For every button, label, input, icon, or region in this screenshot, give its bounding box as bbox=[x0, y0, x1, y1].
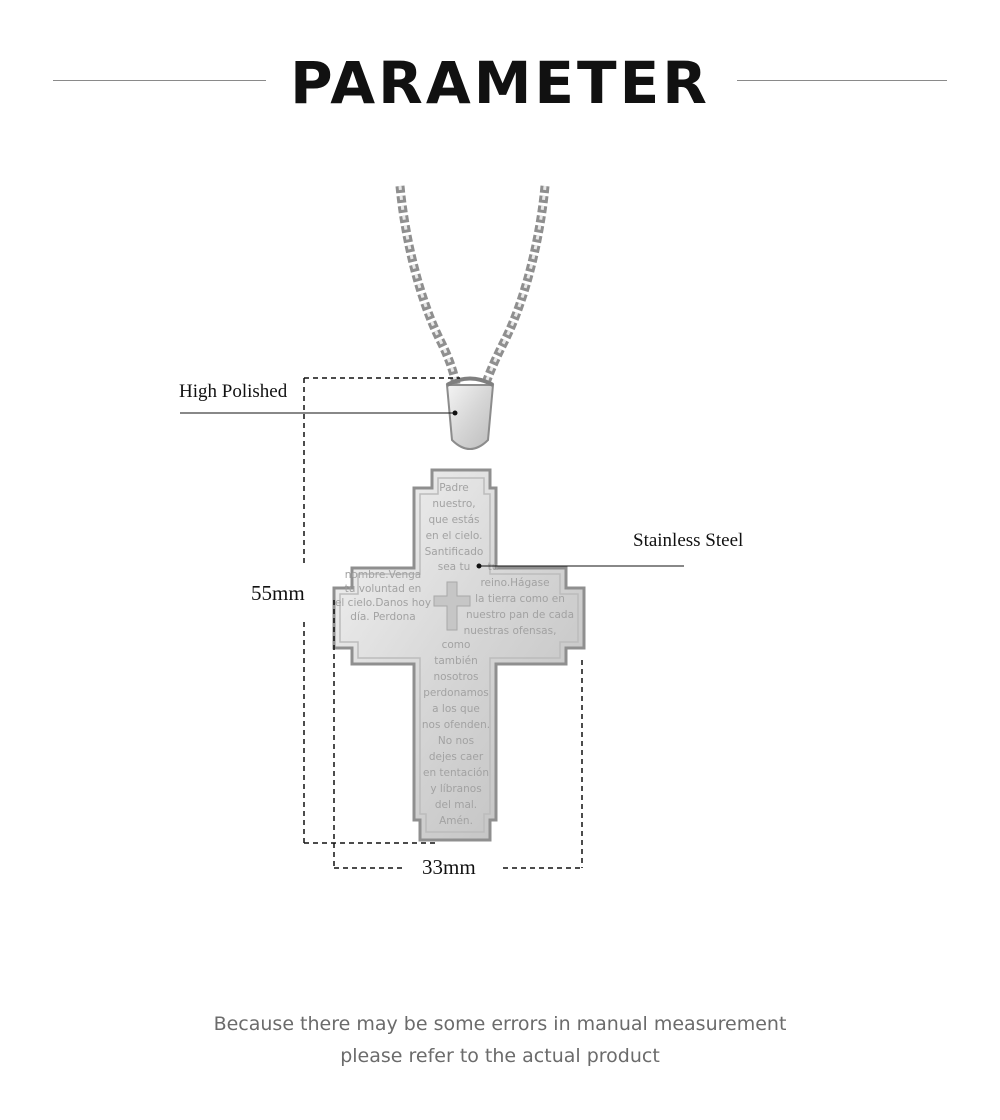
engraving-line: en tentación bbox=[422, 767, 490, 779]
engraving-line: la tierra como en bbox=[475, 593, 565, 605]
engraving-line: No nos bbox=[437, 735, 475, 747]
engraving-line: y líbranos bbox=[430, 783, 482, 795]
disclaimer-line-1: Because there may be some errors in manual measurement bbox=[213, 1013, 787, 1035]
bail bbox=[447, 385, 493, 449]
engraving-line: nombre.Venga bbox=[344, 569, 422, 581]
engraving-line: nuestro, bbox=[432, 498, 476, 510]
engraving-line: dejes caer bbox=[428, 751, 484, 763]
engraving-line: a los que bbox=[432, 703, 480, 715]
callout-dot-finish bbox=[453, 411, 458, 416]
engraving-line: nos ofenden. bbox=[421, 719, 491, 731]
engraving-line: como bbox=[441, 639, 471, 651]
engraving-line: del mal. bbox=[434, 799, 478, 811]
engraving-line: en el cielo. bbox=[425, 530, 483, 542]
callout-dot-material bbox=[477, 564, 482, 569]
engraving-line: tu bbox=[487, 561, 499, 573]
engraving-line: perdonamos bbox=[423, 687, 489, 699]
engraving-line: que estás bbox=[428, 514, 480, 526]
page-title: PARAMETER bbox=[290, 49, 710, 117]
engraving-line: nuestro pan de cada bbox=[465, 609, 575, 621]
engraving-line: Padre bbox=[439, 482, 469, 494]
engraving-line: sea tu bbox=[437, 561, 471, 573]
height-dimension-label: 55mm bbox=[251, 581, 305, 605]
engraving-line: el cielo.Danos hoy bbox=[334, 597, 432, 609]
material-label: Stainless Steel bbox=[633, 530, 744, 551]
engraving-line: Santificado bbox=[424, 546, 484, 558]
chain bbox=[400, 186, 545, 395]
engraving-line: también bbox=[434, 655, 478, 667]
engraving-line: día. Perdona bbox=[350, 611, 416, 623]
engraving-line: Amén. bbox=[439, 815, 473, 827]
engraving-line: reino.Hágase bbox=[480, 577, 550, 589]
engraving-line: tu voluntad en bbox=[344, 583, 422, 595]
finish-label: High Polished bbox=[179, 381, 288, 402]
engraving-line: nuestras ofensas, bbox=[463, 625, 557, 637]
engraving-line: nosotros bbox=[433, 671, 479, 683]
width-dimension-label: 33mm bbox=[422, 855, 476, 879]
disclaimer-line-2: please refer to the actual product bbox=[340, 1045, 660, 1067]
